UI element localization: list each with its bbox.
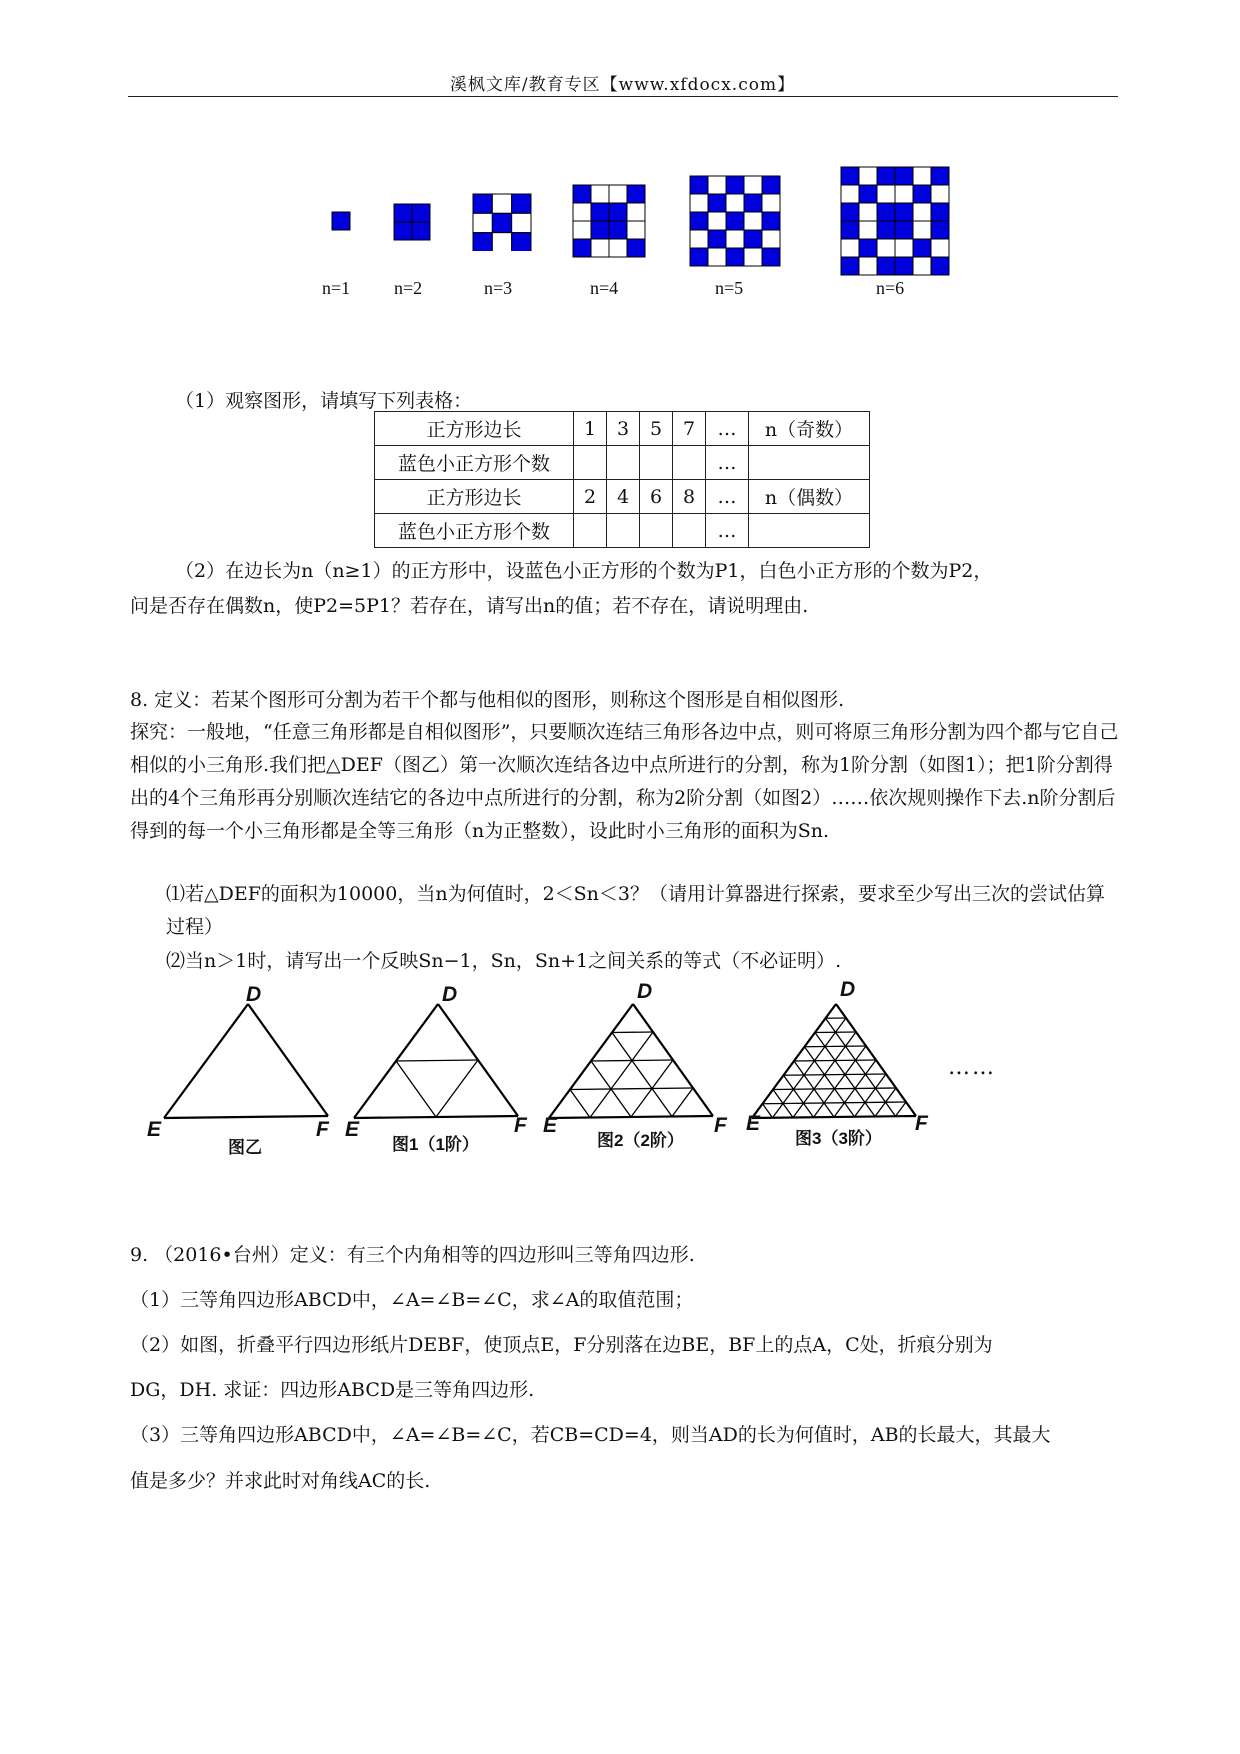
white-cell	[895, 239, 913, 257]
vertex-label-e: E	[345, 1118, 360, 1141]
table-cell: 4	[607, 480, 640, 514]
header-rule	[128, 96, 1118, 97]
pattern-n6	[840, 166, 950, 276]
blue-cell	[394, 222, 412, 240]
blue-cell	[609, 221, 627, 239]
white-cell	[762, 230, 780, 248]
table-cell	[749, 446, 870, 480]
triangle-line	[896, 1102, 907, 1116]
vertex-label-d: D	[246, 983, 262, 1006]
table-row	[375, 514, 870, 548]
triangle-line	[672, 1088, 693, 1117]
pattern-label: n=6	[876, 278, 905, 298]
white-cell	[895, 185, 913, 203]
white-cell	[913, 221, 931, 239]
white-cell	[627, 203, 645, 221]
table-cell	[749, 514, 870, 548]
p8-q1: ⑴若△DEF的面积为10000，当n为何值时，2＜Sn＜3？（请用计算器进行探索，要求至少写出三次的尝试估算过程）	[166, 883, 1106, 938]
vertex-label-d: D	[637, 980, 653, 1003]
pattern-n4	[572, 184, 646, 258]
blue-cell	[609, 203, 627, 221]
blue-cell	[627, 185, 645, 203]
white-cell	[708, 248, 726, 266]
blue-cell	[690, 212, 708, 230]
triangle-line	[164, 1116, 328, 1118]
white-cell	[877, 185, 895, 203]
triangle-order-3	[748, 1000, 923, 1125]
p8-definition: 8. 定义：若某个图形可分割为若干个都与他相似的图形，则称这个图形是自相似图形.	[130, 689, 845, 711]
white-cell	[931, 239, 949, 257]
blue-cell	[726, 176, 744, 194]
p9-q1: （1）三等角四边形ABCD中，∠A=∠B=∠C，求∠A的取值范围；	[130, 1289, 694, 1311]
white-cell	[708, 176, 726, 194]
blue-cell	[591, 203, 609, 221]
p9-q3-line1: （3）三等角四边形ABCD中，∠A=∠B=∠C，若CB=CD=4，则当AD的长为何值时，AB的长最大，其最大	[130, 1424, 1051, 1446]
white-cell	[627, 221, 645, 239]
blue-cell	[573, 185, 591, 203]
white-cell	[762, 194, 780, 212]
blue-cell	[573, 239, 591, 257]
triangle-line	[826, 1018, 896, 1116]
blue-cell	[627, 239, 645, 257]
table-cell	[640, 446, 673, 480]
pattern-n3	[472, 193, 532, 251]
table-cell	[673, 514, 706, 548]
blue-cell	[412, 204, 430, 222]
table-cell: …	[706, 514, 749, 548]
blue-cell	[762, 176, 780, 194]
caption-order-3: 图3（3阶）	[795, 1129, 882, 1148]
table-cell	[640, 514, 673, 548]
white-cell	[744, 212, 762, 230]
table-cell: n（偶数）	[749, 480, 870, 514]
table-row	[375, 480, 870, 514]
blue-cell	[744, 194, 762, 212]
blue-cell	[841, 167, 859, 185]
pattern-label: n=3	[484, 278, 513, 298]
white-cell	[859, 257, 877, 275]
ellipsis: ……	[948, 1055, 996, 1080]
white-cell	[859, 203, 877, 221]
table-cell: 3	[607, 412, 640, 446]
caption-order-1: 图1（1阶）	[392, 1135, 479, 1154]
blue-cell	[726, 212, 744, 230]
pattern-label: n=4	[590, 278, 619, 298]
vertex-label-d: D	[442, 983, 458, 1006]
blue-cell	[690, 176, 708, 194]
blue-cell	[877, 167, 895, 185]
blue-cell	[895, 203, 913, 221]
table-cell: 8	[673, 480, 706, 514]
vertex-label-f: F	[514, 1114, 527, 1137]
white-cell	[913, 203, 931, 221]
blue-cell	[394, 204, 412, 222]
caption-original: 图乙	[228, 1138, 262, 1157]
white-cell	[859, 167, 877, 185]
white-cell	[512, 213, 531, 232]
p9-q3-line2: 值是多少？并求此时对角线AC的长.	[130, 1470, 431, 1492]
q2-line2: 问是否存在偶数n，使P2=5P1？若存在，请写出n的值；若不存在，请说明理由.	[130, 595, 809, 617]
blue-cell	[895, 167, 913, 185]
blue-cell	[841, 221, 859, 239]
pattern-n1	[331, 211, 351, 231]
blue-cell	[708, 230, 726, 248]
white-cell	[859, 221, 877, 239]
table-cell: …	[706, 480, 749, 514]
blue-cell	[762, 248, 780, 266]
blue-cell	[332, 212, 350, 230]
table-cell: 正方形边长	[375, 412, 574, 446]
pattern-label: n=1	[322, 278, 351, 298]
pattern-n5	[689, 175, 781, 267]
caption-order-2: 图2（2阶）	[597, 1131, 684, 1150]
table-cell	[574, 446, 607, 480]
blue-cell	[726, 248, 744, 266]
white-cell	[492, 233, 511, 251]
triangle-line	[354, 1116, 518, 1118]
triangle-order-1	[350, 1000, 525, 1125]
white-cell	[726, 230, 744, 248]
table-cell	[574, 514, 607, 548]
triangle-line	[436, 1060, 478, 1117]
blue-cell	[931, 257, 949, 275]
white-cell	[744, 176, 762, 194]
fill-in-table	[374, 411, 870, 548]
white-cell	[690, 194, 708, 212]
triangle-line	[805, 1047, 855, 1117]
triangle-line	[814, 1046, 867, 1117]
blue-cell	[512, 233, 531, 251]
p8-explore: 探究：一般地，“任意三角形都是自相似图形”，只要顺次连结三角形各边中点，则可将原三角形分割为四个都与它自己相似的小三角形.我们把△DEF（图乙）第一次顺次连结各边中点所进行的分割，称为1阶分割（如图1）；把1阶分割得出的4个三角形再分别顺次连结它的各边中点所进行的分割，称为2阶分割（如图2）……依次规则操作下去.n阶分割后得到的每一个小三角形都是全等三角形（n为正整数），设此时小三角形的面积为Sn.	[130, 721, 1119, 842]
triangle-original	[160, 1000, 335, 1125]
table-cell: 正方形边长	[375, 480, 574, 514]
triangle-line	[396, 1061, 436, 1117]
white-cell	[744, 248, 762, 266]
vertex-label-f: F	[915, 1112, 928, 1135]
blue-cell	[913, 239, 931, 257]
table-cell: 6	[640, 480, 673, 514]
white-cell	[931, 185, 949, 203]
triangle-line	[805, 1046, 867, 1047]
triangle-line	[570, 1088, 693, 1090]
white-cell	[841, 185, 859, 203]
white-cell	[492, 194, 511, 213]
white-cell	[591, 185, 609, 203]
blue-cell	[931, 203, 949, 221]
blue-cell	[913, 185, 931, 203]
table-cell: 2	[574, 480, 607, 514]
p9-q2-line2: DG，DH. 求证：四边形ABCD是三等角四边形.	[130, 1379, 535, 1401]
blue-cell	[859, 239, 877, 257]
triangle-line	[763, 1104, 773, 1118]
vertex-label-d: D	[840, 978, 856, 1001]
white-cell	[573, 203, 591, 221]
table-row	[375, 446, 870, 480]
white-cell	[573, 221, 591, 239]
triangle-line	[773, 1088, 896, 1090]
blue-cell	[690, 248, 708, 266]
table-cell: n（奇数）	[749, 412, 870, 446]
q2-line1: （2）在边长为n（n≥1）的正方形中，设蓝色小正方形的个数为P1，白色小正方形的个数为P2，	[175, 560, 993, 582]
blue-cell	[877, 203, 895, 221]
blue-cell	[931, 221, 949, 239]
vertex-label-e: E	[543, 1114, 558, 1137]
table-row	[375, 412, 870, 446]
table-cell: …	[706, 446, 749, 480]
white-cell	[609, 185, 627, 203]
blue-cell	[841, 203, 859, 221]
triangle-line	[164, 1004, 248, 1118]
blue-cell	[512, 194, 531, 213]
vertex-label-f: F	[714, 1114, 727, 1137]
blue-cell	[473, 233, 492, 251]
p9-q2-line1: （2）如图，折叠平行四边形纸片DEBF，使顶点E，F分别落在边BE，BF上的点A，C处，折痕分别为	[130, 1334, 993, 1356]
table-cell	[673, 446, 706, 480]
blue-cell	[744, 230, 762, 248]
pattern-n2	[393, 203, 431, 241]
white-cell	[913, 167, 931, 185]
blue-cell	[841, 257, 859, 275]
white-cell	[591, 239, 609, 257]
table-cell: …	[706, 412, 749, 446]
white-cell	[609, 239, 627, 257]
page-header: 溪枫文库/教育专区【www.xfdocx.com】	[449, 75, 796, 95]
vertex-label-f: F	[316, 1118, 329, 1141]
triangle-line	[784, 1074, 887, 1075]
blue-cell	[492, 213, 511, 232]
white-cell	[913, 257, 931, 275]
triangle-line	[752, 1116, 916, 1118]
table-cell: 1	[574, 412, 607, 446]
triangle-order-2	[545, 1000, 720, 1125]
q1-intro: （1）观察图形，请填写下列表格：	[175, 390, 473, 412]
table-cell: 蓝色小正方形个数	[375, 446, 574, 480]
table-cell	[607, 514, 640, 548]
pattern-label: n=2	[394, 278, 423, 298]
blue-cell	[895, 221, 913, 239]
table-cell: 蓝色小正方形个数	[375, 514, 574, 548]
blue-cell	[895, 257, 913, 275]
blue-cell	[412, 222, 430, 240]
blue-cell	[931, 167, 949, 185]
triangle-line	[570, 1090, 590, 1118]
blue-cell	[591, 221, 609, 239]
blue-cell	[859, 185, 877, 203]
white-cell	[841, 239, 859, 257]
p9-title: 9. （2016•台州）定义：有三个内角相等的四边形叫三等角四边形.	[130, 1244, 695, 1266]
triangle-line	[396, 1060, 478, 1061]
pattern-label: n=5	[715, 278, 744, 298]
white-cell	[690, 230, 708, 248]
white-cell	[473, 213, 492, 232]
vertex-label-e: E	[746, 1112, 761, 1135]
blue-cell	[473, 194, 492, 213]
white-cell	[726, 194, 744, 212]
table-cell	[607, 446, 640, 480]
vertex-label-e: E	[147, 1118, 162, 1141]
p8-q2: ⑵当n＞1时，请写出一个反映Sn−1，Sn，Sn+1之间关系的等式（不必证明）.	[166, 950, 842, 972]
white-cell	[877, 239, 895, 257]
table-cell: 5	[640, 412, 673, 446]
blue-cell	[708, 194, 726, 212]
white-cell	[708, 212, 726, 230]
blue-cell	[877, 257, 895, 275]
table-cell: 7	[673, 412, 706, 446]
triangle-line	[612, 1032, 653, 1033]
triangle-line	[549, 1116, 713, 1118]
triangle-line	[248, 1004, 328, 1116]
blue-cell	[762, 212, 780, 230]
blue-cell	[877, 221, 895, 239]
